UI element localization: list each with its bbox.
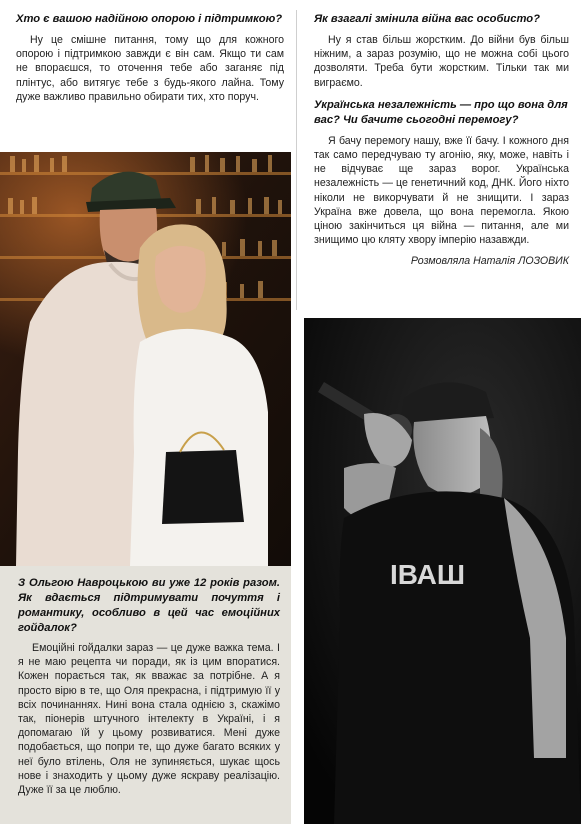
- answer-war: Ну я став більш жорстким. До війни був більш ніжним, а зараз розумію, що не можна собі цього дозволяти. Треба бути жорстким. Тільки так ми виграємо.: [314, 34, 569, 89]
- shaded-interview-block: [0, 566, 291, 824]
- answer-independence: Я бачу перемогу нашу, вже її бачу. І кожного дня так само передчуваю ту агонію, яку, може, навіть і не відчуває ще зараз ворог. Українська незалежність — це генетичний код, ДНК. Його ніхто ніколи не викорчувати й не знищити. І зараз Україна вже довела, що вона перемогла. Якою ціною закінчиться ця війна — питання, але ми знищимо цю кляту хвору імперію назавжди.: [314, 134, 569, 247]
- couple-photo-image: [0, 152, 291, 566]
- question-relationship: З Ольгою Навроцькою ви уже 12 років разом. Як вдається підтримувати почуття і романтику, особливо в цей час емоційних гойдалок?: [18, 577, 280, 634]
- question-war: Як взагалі змінила війна вас особисто?: [314, 13, 540, 25]
- shirt-print-text: ІВАШ: [390, 559, 465, 590]
- right-column: [304, 0, 581, 824]
- question-independence: Українська незалежність — про що вона для вас? Чи бачите сьогодні перемогу?: [314, 98, 568, 126]
- answer-relationship: Емоційні гойдалки зараз — це дуже важка тема. І я не маю рецепта чи поради, як із цим впоратися. Кожен порається так, як вважає за потрібне. А я просто вірю в те, що Оля прекрасна, і підтримую її у всіх починаннях. Нині вона стала однією з, скажімо так, піонерів штучного інтелекту в Україні, і я допомагаю їй у цьому розвиватися. Мені дуже подобається, що попри те, що дуже багато всяких у неї було втілень, Оля не зупиняється, шукає щось нове і знаходить у цьому дуже яскраву реалізацію. Дуже її за це люблю.: [18, 642, 280, 797]
- column-divider: [296, 10, 297, 310]
- answer-support: Ну це смішне питання, тому що для кожного опорою і підтримкою завжди є він сам. Якщо ти сам не впораєшся, то оточення тебе або заганяє під плінтус, або витягує тебе з будь-якого лайна. Тому дуже важливо правильно обирати тих, хто поруч.: [16, 34, 284, 103]
- question-support: Хто є вашою надійною опорою і підтримкою?: [16, 13, 283, 25]
- couple-photo: [0, 152, 291, 566]
- singer-photo: [304, 318, 581, 824]
- singer-photo-image: [304, 318, 581, 824]
- author-signature: Розмовляла Наталія ЛОЗОВИК: [410, 255, 569, 268]
